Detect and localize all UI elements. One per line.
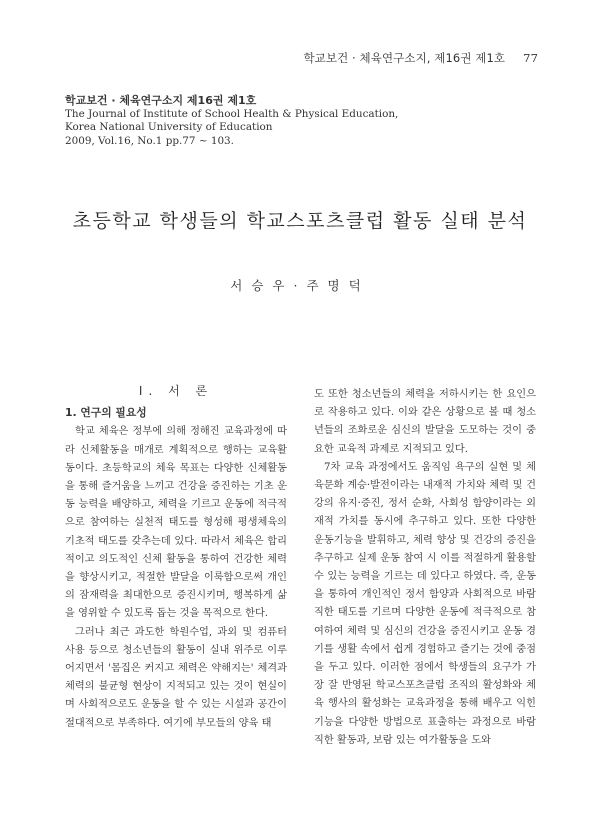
- body-paragraph-2: 그러나 최근 과도한 학원수업, 과외 및 컴퓨터 사용 등으로 청소년들의 활동이 실내 위주로 이루어지면서 '몸집은 커지고 체력은 약해지는' 체격과 체력의 불균형 현상이 지적되고 있는 것이 현실이며 사회적으로도 운동을 할 수 있는 시설과 공간이 절대적으로 부족하다. 여기에 부모들의 양육 태: [65, 626, 287, 729]
- subsection-heading: 1. 연구의 필요성: [65, 406, 147, 420]
- journal-name-korean: 학교보건 · 체육연구소지 제16권 제1호: [65, 94, 257, 107]
- right-column: [314, 386, 536, 750]
- section-heading: Ⅰ. 서 론: [138, 384, 214, 398]
- body-paragraph-1: 학교 체육은 정부에 의해 정해진 교육과정에 따라 신체활동을 매개로 계획적으로 행하는 교육활동이다. 초등학교의 체육 목표는 다양한 신체활동을 통해 즐거움을 느끼고 건강을 증진하는 기초 운동 능력을 배양하고, 체력을 기르고 운동에 적극적으로 참여하는 실천적 태도를 형성해 평생체육의 기초적 태도를 갖추는데 있다. 따라서 체육은 합리적이고 의도적인 신체 활동을 통하여 건강한 체력을 향상시키고, 적절한 발달을 이룩함으로써 개인의 잠재력을 최대한으로 증진시키며, 행복하게 삶을 영위할 수 있도록 돕는 것을 목적으로 한다.: [65, 426, 287, 620]
- journal-name-english: The Journal of Institute of School Health & Physical Education,: [65, 108, 399, 121]
- running-header: [303, 50, 538, 66]
- left-column: [65, 386, 287, 733]
- running-header-journal: 학교보건 · 체육연구소지, 제16권 제1호: [303, 51, 506, 65]
- journal-citation: 2009, Vol.16, No.1 pp.77 ~ 103.: [65, 134, 234, 147]
- body-paragraph-3: 7차 교육 과정에서도 움직임 욕구의 실현 및 체육문화 계승·발전이라는 내재적 가치와 체력 및 건강의 유지·증진, 정서 순화, 사회성 함양이라는 외재적 가치를 동시에 추구하고 있다. 또한 다양한 운동기능을 발휘하고, 체력 향상 및 건강의 증진을 추구하고 실제 운동 참여 시 이를 적절하게 활용할 수 있는 능력을 기르는 데 있다고 하였다. 즉, 운동을 통하여 개인적인 정서 함양과 사회적으로 바람직한 태도를 기르며 다양한 운동에 적극적으로 참여하여 체력 및 심신의 건강을 증진시키고 운동 경기를 생활 속에서 쉽게 경험하고 즐기는 것에 중점을 두고 있다. 이러한 점에서 학생들의 요구가 가장 잘 반영된 학교스포츠클럽 조직의 활성화와 체육 행사의 활성화는 교육과정을 통해 배우고 익힌 기능을 다양한 방법으로 표출하는 과정으로 바람직한 활동과, 보람 있는 여가활동을 도와: [314, 461, 536, 746]
- paper-authors: 서승우·주명덕: [230, 278, 370, 293]
- page-number: 77: [523, 51, 538, 65]
- paper-title: 초등학교 학생들의 학교스포츠클럽 활동 실태 분석: [72, 210, 528, 232]
- body-paragraph-2-continued: 도 또한 청소년들의 체력을 저하시키는 한 요인으로 작용하고 있다. 이와 같은 상황으로 볼 때 청소년들의 조화로운 심신의 발달을 도모하는 것이 중요한 교육적 과제로 지적되고 있다.: [314, 389, 536, 455]
- journal-info: [65, 94, 398, 148]
- journal-institution: Korea National University of Education: [65, 121, 273, 134]
